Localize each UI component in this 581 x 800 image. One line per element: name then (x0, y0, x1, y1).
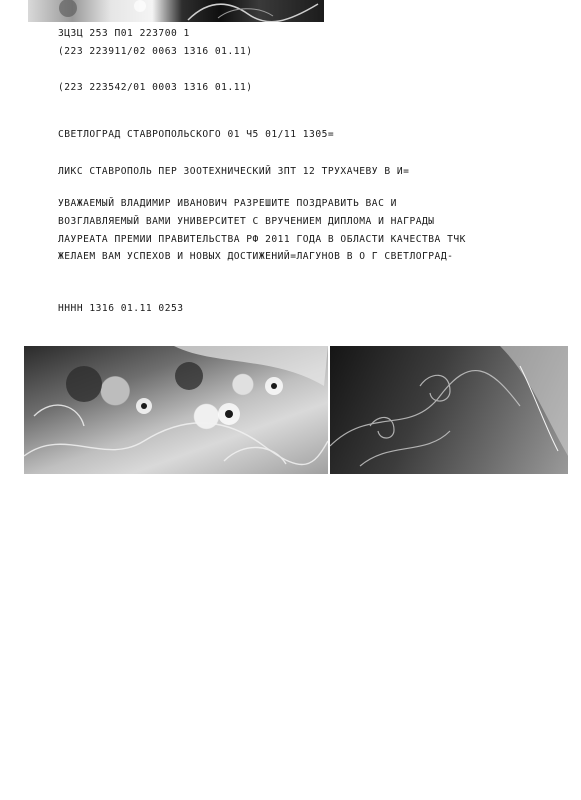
decorative-floral-strip-top (28, 0, 324, 22)
telegram-body-line: ЛАУРЕАТА ПРЕМИИ ПРАВИТЕЛЬСТВА РФ 2011 ГОДА В ОБЛАСТИ КАЧЕСТВА ТЧК (58, 234, 466, 245)
floral-swirl-graphic (28, 0, 324, 22)
telegram-address-line: ЛИКС СТАВРОПОЛЬ ПЕР ЗООТЕХНИЧЕСКИЙ ЗПТ 12 ТРУХАЧЕВУ В И= (58, 166, 410, 177)
telegram-header-line-3: (223 223542/01 0003 1316 01.11) (58, 82, 253, 93)
decorative-floral-band-left (24, 346, 328, 474)
telegram-body-line: УВАЖАЕМЫЙ ВЛАДИМИР ИВАНОВИЧ РАЗРЕШИТЕ ПОЗДРАВИТЬ ВАС И (58, 198, 397, 209)
telegram-body-line: ЖЕЛАЕМ ВАМ УСПЕХОВ И НОВЫХ ДОСТИЖЕНИЙ=ЛАГУНОВ В О Г СВЕТЛОГРАД- (58, 251, 454, 262)
telegram-header-line-2: (223 223911/02 0063 1316 01.11) (58, 46, 253, 57)
flower-bouquet-graphic (24, 346, 328, 474)
swirl-ornament-graphic (330, 346, 568, 474)
decorative-swirl-band-right (330, 346, 568, 474)
telegram-footer-line: НННН 1316 01.11 0253 (58, 303, 184, 314)
telegram-header-line-1: ЗЦЗЦ 253 П01 223700 1 (58, 28, 190, 39)
telegram-origin-line: СВЕТЛОГРАД СТАВРОПОЛЬСКОГО 01 Ч5 01/11 1305= (58, 129, 335, 140)
telegram-body-line: ВОЗГЛАВЛЯЕМЫЙ ВАМИ УНИВЕРСИТЕТ С ВРУЧЕНИЕМ ДИПЛОМА И НАГРАДЫ (58, 216, 435, 227)
